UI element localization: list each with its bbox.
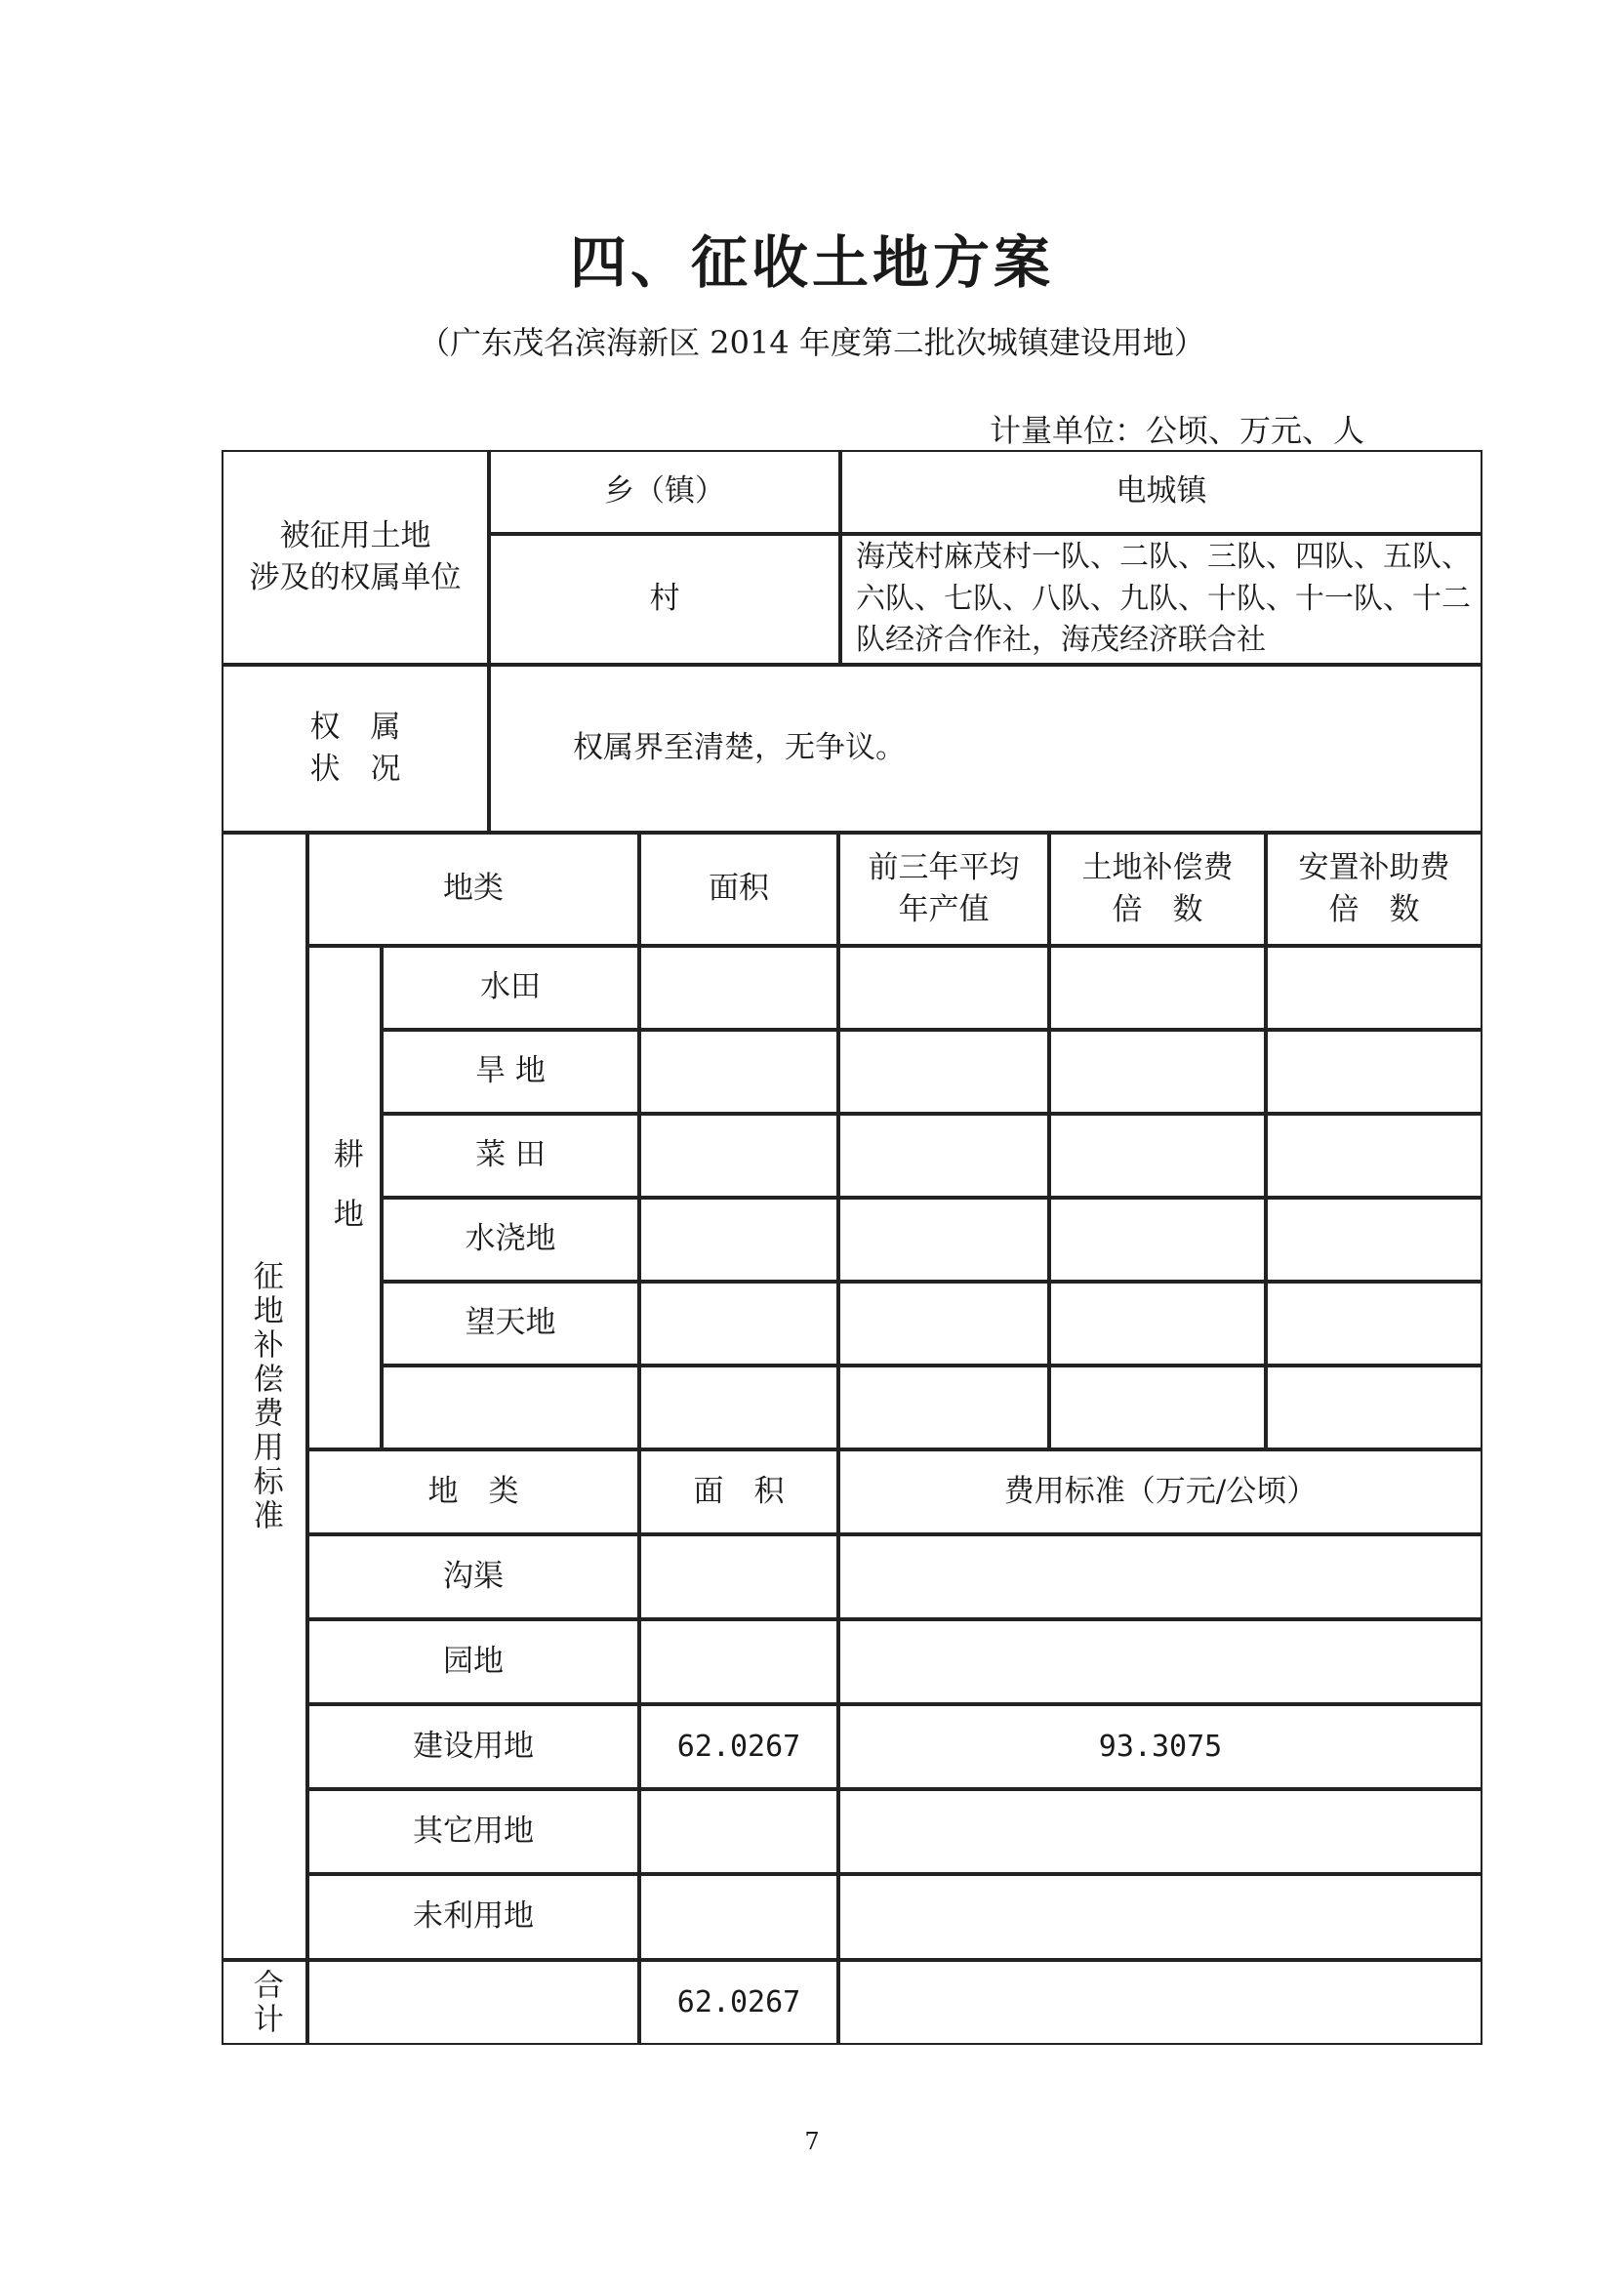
- other-row-area: 62.0267: [639, 1704, 838, 1789]
- other-row-standard: [838, 1534, 1482, 1619]
- cultivated-row-area: [639, 1198, 838, 1282]
- cultivated-row-name: [382, 1366, 639, 1449]
- total-label: 合计: [222, 1960, 307, 2045]
- total-area: 62.0267: [639, 1960, 838, 2045]
- other-header-standard: 费用标准（万元/公顷）: [838, 1449, 1482, 1534]
- cultivated-row-output: [838, 1030, 1049, 1114]
- cultivated-label: 耕地: [307, 946, 382, 1449]
- compensation-side-label: 征地补偿费用标准: [222, 833, 307, 1960]
- other-row-area: [639, 1789, 838, 1874]
- village-label: 村: [489, 534, 840, 665]
- other-row-standard: 93.3075: [838, 1704, 1482, 1789]
- other-row-area: [639, 1619, 838, 1704]
- cultivated-row-area: [639, 946, 838, 1030]
- town-label: 乡（镇）: [489, 450, 840, 534]
- other-row-name: 其它用地: [307, 1789, 639, 1874]
- other-header-area: 面 积: [639, 1449, 838, 1534]
- cultivated-row-area: [639, 1114, 838, 1198]
- other-header-land-type: 地 类: [307, 1449, 639, 1534]
- header-resettle-multiple: 安置补助费 倍 数: [1266, 833, 1482, 946]
- page-title: 四、征收土地方案: [569, 229, 1054, 296]
- total-standard: [838, 1960, 1482, 2045]
- cultivated-row-land-multiple: [1049, 1198, 1266, 1282]
- other-row-name: 未利用地: [307, 1874, 639, 1960]
- ownership-header: 被征用土地 涉及的权属单位: [222, 450, 489, 665]
- cultivated-row-resettle-multiple: [1266, 946, 1482, 1030]
- other-row-name: 建设用地: [307, 1704, 639, 1789]
- cultivated-row-output: [838, 1198, 1049, 1282]
- cultivated-row-name: 望天地: [382, 1282, 639, 1366]
- village-value: 海茂村麻茂村一队、二队、三队、四队、五队、六队、七队、八队、九队、十队、十一队、十二队经济合作社，海茂经济联合社: [840, 534, 1482, 665]
- page-subtitle: （广东茂名滨海新区 2014 年度第二批次城镇建设用地）: [419, 324, 1205, 361]
- cultivated-row-resettle-multiple: [1266, 1198, 1482, 1282]
- other-row-area: [639, 1874, 838, 1960]
- status-label: 权 属 状 况: [222, 665, 489, 833]
- header-avg-output: 前三年平均 年产值: [838, 833, 1049, 946]
- other-row-standard: [838, 1619, 1482, 1704]
- other-row-standard: [838, 1874, 1482, 1960]
- header-land-type: 地类: [307, 833, 639, 946]
- header-land-multiple: 土地补偿费 倍 数: [1049, 833, 1266, 946]
- other-row-standard: [838, 1789, 1482, 1874]
- other-row-area: [639, 1534, 838, 1619]
- total-blank: [307, 1960, 639, 2045]
- cultivated-row-resettle-multiple: [1266, 1114, 1482, 1198]
- status-value: 权属界至清楚，无争议。: [489, 665, 1482, 833]
- cultivated-row-resettle-multiple: [1266, 1030, 1482, 1114]
- other-row-name: 沟渠: [307, 1534, 639, 1619]
- cultivated-row-output: [838, 1114, 1049, 1198]
- cultivated-row-land-multiple: [1049, 946, 1266, 1030]
- town-value: 电城镇: [840, 450, 1482, 534]
- cultivated-row-land-multiple: [1049, 1114, 1266, 1198]
- cultivated-row-resettle-multiple: [1266, 1282, 1482, 1366]
- cultivated-row-output: [838, 946, 1049, 1030]
- cultivated-row-name: 水浇地: [382, 1198, 639, 1282]
- cultivated-row-land-multiple: [1049, 1282, 1266, 1366]
- cultivated-row-output: [838, 1282, 1049, 1366]
- page-number: 7: [804, 2128, 820, 2155]
- cultivated-row-area: [639, 1366, 838, 1449]
- cultivated-row-land-multiple: [1049, 1366, 1266, 1449]
- other-row-name: 园地: [307, 1619, 639, 1704]
- cultivated-row-output: [838, 1366, 1049, 1449]
- cultivated-row-name: 旱 地: [382, 1030, 639, 1114]
- cultivated-row-area: [639, 1030, 838, 1114]
- cultivated-row-resettle-multiple: [1266, 1366, 1482, 1449]
- header-area: 面积: [639, 833, 838, 946]
- cultivated-row-name: 菜 田: [382, 1114, 639, 1198]
- unit-note: 计量单位：公顷、万元、人: [990, 412, 1365, 449]
- cultivated-row-land-multiple: [1049, 1030, 1266, 1114]
- cultivated-row-area: [639, 1282, 838, 1366]
- cultivated-row-name: 水田: [382, 946, 639, 1030]
